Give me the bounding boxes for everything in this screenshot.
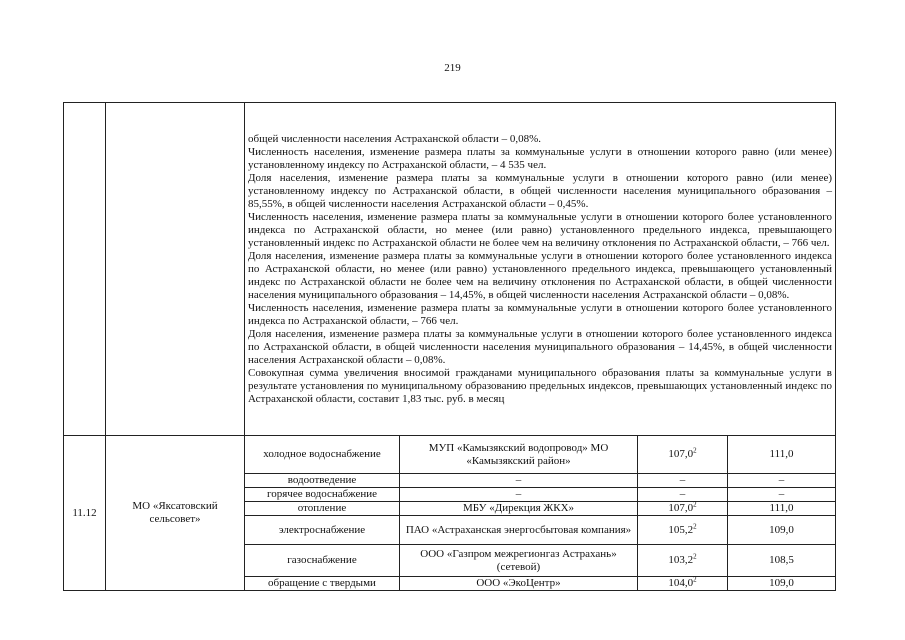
narrative-cell	[245, 103, 836, 436]
limit-value: 109,0	[728, 516, 836, 545]
organization-name: ООО «Газпром межрегионгаз Астрахань» (сетевой)	[400, 545, 638, 577]
service-name: отопление	[245, 502, 400, 516]
footnote-mark: 2	[693, 500, 697, 509]
narrative-paragraph: общей численности населения Астраханской области – 0,08%.	[248, 132, 541, 145]
organization-name: ООО «ЭкоЦентр»	[400, 577, 638, 591]
index-value: –	[638, 488, 728, 502]
narrative-paragraph: Доля населения, изменение размера платы за коммунальные услуги в отношении которого равно (или менее) установленному индексу по Астраханской области, в общей численности населения муниципального образования – 85,55%, в общей численности населения Астраханской области – 0,45%.	[248, 171, 832, 210]
narrative-paragraph: Доля населения, изменение размера платы за коммунальные услуги в отношении которого более установленного индекса по Астраханской области, в общей численности населения муниципального образования – 14,45%, в общей численности населения Астраханской области – 0,08%.	[248, 327, 832, 366]
service-name: обращение с твердыми	[245, 577, 400, 591]
narrative-paragraph: Совокупная сумма увеличения вносимой гражданами муниципального образования платы за коммунальные услуги в результате установления по муниципальному образованию предельных индексов, превышающих установленный индекс по Астраханской области, составит 1,83 тыс. руб. в месяц	[248, 366, 832, 405]
narrative-paragraph: Доля населения, изменение размера платы за коммунальные услуги в отношении которого более установленного индекса по Астраханской области, но менее (или равно) установленного предельного индекса, превышающего установленный индекс по Астраханской области не более чем на величину отклонения по Астраханской области, в общей численности населения муниципального образования – 14,45%, в общей численности населения Астраханской области – 0,08%.	[248, 249, 832, 301]
narrative-row	[64, 103, 836, 436]
index-value: 107,0$^2$	[638, 502, 728, 516]
service-name: газоснабжение	[245, 545, 400, 577]
tariff-table	[63, 102, 836, 591]
service-name: холодное водоснабжение	[245, 436, 400, 474]
entry-number: 11.12	[64, 436, 106, 591]
footnote-mark: 2	[693, 575, 697, 584]
footnote-mark: 2	[693, 521, 697, 530]
index-value: 107,0$^2$	[638, 436, 728, 474]
index-value: –	[638, 474, 728, 488]
service-name: горячее водоснабжение	[245, 488, 400, 502]
empty-municipality-cell	[106, 103, 245, 436]
narrative-paragraph: Численность населения, изменение размера платы за коммунальные услуги в отношении которого равно (или менее) установленному индексу по Астраханской области, – 4 535 чел.	[248, 145, 832, 171]
limit-value: 111,0	[728, 436, 836, 474]
organization-name: –	[400, 488, 638, 502]
limit-value: –	[728, 474, 836, 488]
organization-name: МУП «Камызякский водопровод» МО «Камызякский район»	[400, 436, 638, 474]
limit-value: –	[728, 488, 836, 502]
index-value: 103,2$^2$	[638, 545, 728, 577]
index-value: 105,2$^2$	[638, 516, 728, 545]
organization-name: МБУ «Дирекция ЖКХ»	[400, 502, 638, 516]
service-name: водоотведение	[245, 474, 400, 488]
limit-value: 108,5	[728, 545, 836, 577]
service-name: электроснабжение	[245, 516, 400, 545]
narrative-paragraph: Численность населения, изменение размера платы за коммунальные услуги в отношении которого более установленного индекса по Астраханской области, – 766 чел.	[248, 301, 832, 327]
table-row	[64, 436, 836, 474]
footnote-mark: 2	[693, 552, 697, 561]
municipality-name: МО «Яксатовский сельсовет»	[106, 436, 245, 591]
narrative-paragraph: Численность населения, изменение размера платы за коммунальные услуги в отношении которого более установленного индекса по Астраханской области, но менее (или равно) установленного предельного индекса, превышающего установленный индекс по Астраханской области не более чем на величину отклонения по Астраханской области, – 766 чел.	[248, 210, 832, 249]
organization-name: –	[400, 474, 638, 488]
empty-number-cell	[64, 103, 106, 436]
limit-value: 109,0	[728, 577, 836, 591]
footnote-mark: 2	[693, 446, 697, 455]
limit-value: 111,0	[728, 502, 836, 516]
organization-name: ПАО «Астраханская энергосбытовая компания»	[400, 516, 638, 545]
page-number: 219	[444, 62, 461, 74]
index-value: 104,0$^2$	[638, 577, 728, 591]
